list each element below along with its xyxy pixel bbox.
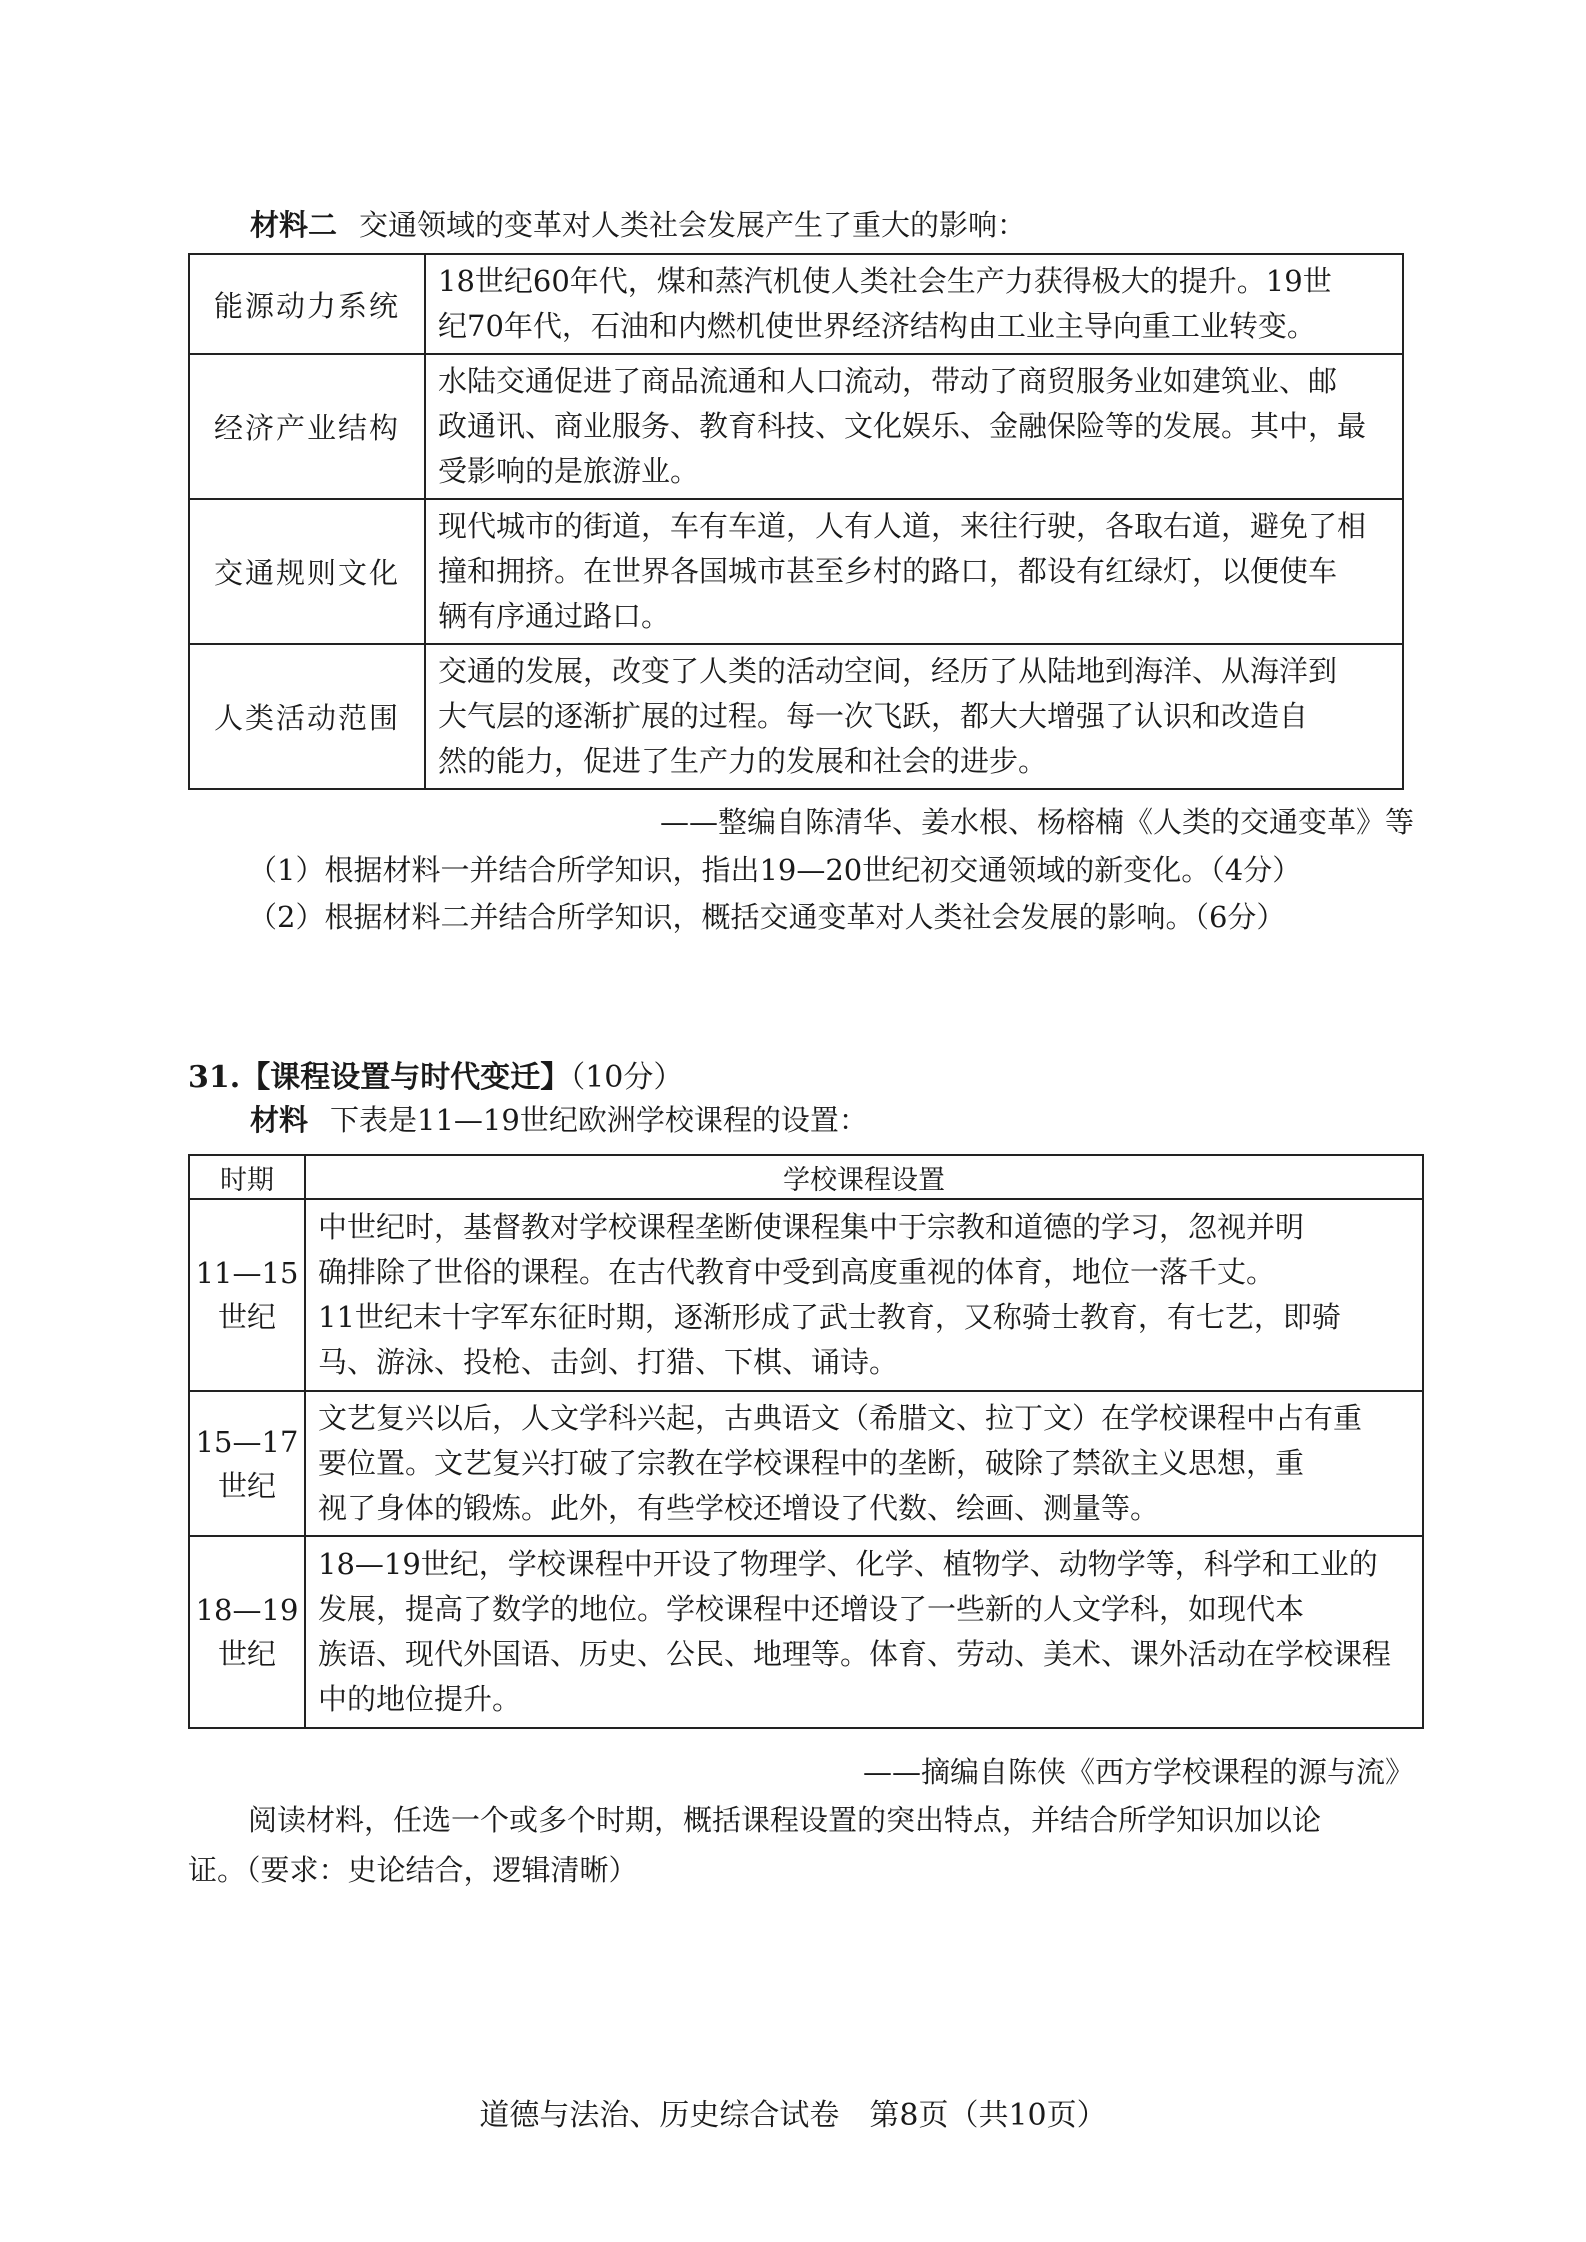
- content-line: 要位置。文艺复兴打破了宗教在学校课程中的垄断，破除了禁欲主义思想，重: [318, 1446, 1305, 1480]
- question-31-score: （10分）: [570, 1060, 684, 1095]
- row-label: 能源动力系统: [189, 254, 425, 354]
- curriculum-table: [188, 1154, 1424, 1729]
- question-31-number: 31.: [188, 1060, 241, 1095]
- question-31-title: 【课程设置与时代变迁】: [240, 1060, 571, 1095]
- period-line: 15—17: [195, 1424, 299, 1459]
- content-line: 文艺复兴以后，人文学科兴起，古典语文（希腊文、拉丁文）在学校课程中占有重: [318, 1401, 1363, 1435]
- period-cell: [189, 1391, 305, 1536]
- material2-label: 材料二: [250, 208, 338, 242]
- material-intro-text: 下表是11—19世纪欧洲学校课程的设置：: [330, 1103, 868, 1137]
- material-label: 材料: [250, 1103, 309, 1137]
- row-content: [425, 644, 1403, 789]
- question-30-2: （2）根据材料二并结合所学知识，概括交通变革对人类社会发展的影响。（6分）: [248, 900, 1286, 934]
- period-line: 世纪: [217, 1468, 276, 1503]
- content-line: 交通的发展，改变了人类的活动空间，经历了从陆地到海洋、从海洋到: [438, 654, 1338, 688]
- question-30-1: （1）根据材料一并结合所学知识，指出19—20世纪初交通领域的新变化。（4分）: [248, 853, 1302, 887]
- table-row: [189, 644, 1403, 789]
- content-line: 水陆交通促进了商品流通和人口流动，带动了商贸服务业如建筑业、邮: [438, 364, 1338, 398]
- row-label: 人类活动范围: [189, 644, 425, 789]
- content-line: 受影响的是旅游业。: [438, 454, 700, 488]
- header-curriculum: 学校课程设置: [305, 1155, 1423, 1199]
- curriculum-content: [305, 1199, 1423, 1391]
- table-row: [189, 1199, 1423, 1391]
- period-line: 世纪: [217, 1300, 276, 1334]
- content-line: 18—19世纪，学校课程中开设了物理学、化学、植物学、动物学等，科学和工业的: [318, 1547, 1378, 1581]
- content-line: 现代城市的街道，车有车道，人有人道，来往行驶，各取右道，避免了相: [438, 509, 1367, 543]
- row-content: [425, 499, 1403, 644]
- question-31-material-intro: [250, 1100, 868, 1140]
- table-row: [189, 1536, 1423, 1728]
- content-line: 18世纪60年代，煤和蒸汽机使人类社会生产力获得极大的提升。19世: [438, 264, 1332, 298]
- content-line: 政通讯、商业服务、教育科技、文化娱乐、金融保险等的发展。其中，最: [438, 409, 1367, 443]
- row-label: 交通规则文化: [189, 499, 425, 644]
- curriculum-content: [305, 1391, 1423, 1536]
- period-cell: [189, 1536, 305, 1728]
- row-label: 经济产业结构: [189, 354, 425, 499]
- content-line: 发展，提高了数学的地位。学校课程中还增设了一些新的人文学科，如现代本: [318, 1592, 1305, 1626]
- material2-intro: [250, 205, 1026, 245]
- row-content: [425, 354, 1403, 499]
- table-row: [189, 254, 1403, 354]
- row-content: [425, 254, 1403, 354]
- header-period: 时期: [189, 1155, 305, 1199]
- curriculum-content: [305, 1536, 1423, 1728]
- table-row: [189, 499, 1403, 644]
- content-line: 然的能力，促进了生产力的发展和社会的进步。: [438, 744, 1048, 778]
- material2-table: [188, 253, 1404, 790]
- content-line: 撞和拥挤。在世界各国城市甚至乡村的路口，都设有红绿灯，以便使车: [438, 554, 1338, 588]
- question-31-prompt-line2: 证。（要求：史论结合，逻辑清晰）: [188, 1853, 638, 1887]
- content-line: 11世纪末十字军东征时期，逐渐形成了武士教育，又称骑士教育，有七艺，即骑: [318, 1300, 1341, 1334]
- content-line: 确排除了世俗的课程。在古代教育中受到高度重视的体育，地位一落千丈。: [318, 1255, 1276, 1289]
- period-cell: [189, 1199, 305, 1391]
- table-header-row: [189, 1155, 1423, 1199]
- content-line: 中世纪时，基督教对学校课程垄断使课程集中于宗教和道德的学习，忽视并明: [318, 1210, 1305, 1244]
- content-line: 中的地位提升。: [318, 1682, 522, 1716]
- content-line: 大气层的逐渐扩展的过程。每一次飞跃，都大大增强了认识和改造自: [438, 699, 1309, 733]
- content-line: 视了身体的锻炼。此外，有些学校还增设了代数、绘画、测量等。: [318, 1491, 1160, 1525]
- curriculum-source: ——摘编自陈侠《西方学校课程的源与流》: [862, 1755, 1414, 1789]
- content-line: 纪70年代，石油和内燃机使世界经济结构由工业主导向重工业转变。: [438, 309, 1316, 343]
- content-line: 辆有序通过路口。: [438, 599, 671, 633]
- content-line: 族语、现代外国语、历史、公民、地理等。体育、劳动、美术、课外活动在学校课程: [318, 1637, 1392, 1671]
- period-line: 18—19: [195, 1593, 299, 1627]
- table-row: [189, 354, 1403, 499]
- page-footer: 道德与法治、历史综合试卷 第8页（共10页）: [479, 2098, 1107, 2133]
- question-31-heading: [188, 1052, 683, 1096]
- content-line: 马、游泳、投枪、击剑、打猎、下棋、诵诗。: [318, 1345, 899, 1379]
- table-row: [189, 1391, 1423, 1536]
- material2-intro-text: 交通领域的变革对人类社会发展产生了重大的影响：: [359, 208, 1027, 242]
- period-line: 11—15: [195, 1256, 299, 1290]
- question-31-prompt-line1: 阅读材料，任选一个或多个时期，概括课程设置的突出特点，并结合所学知识加以论: [248, 1803, 1322, 1837]
- material2-source: ——整编自陈清华、姜水根、杨榕楠《人类的交通变革》等: [659, 805, 1414, 839]
- period-line: 世纪: [217, 1637, 276, 1671]
